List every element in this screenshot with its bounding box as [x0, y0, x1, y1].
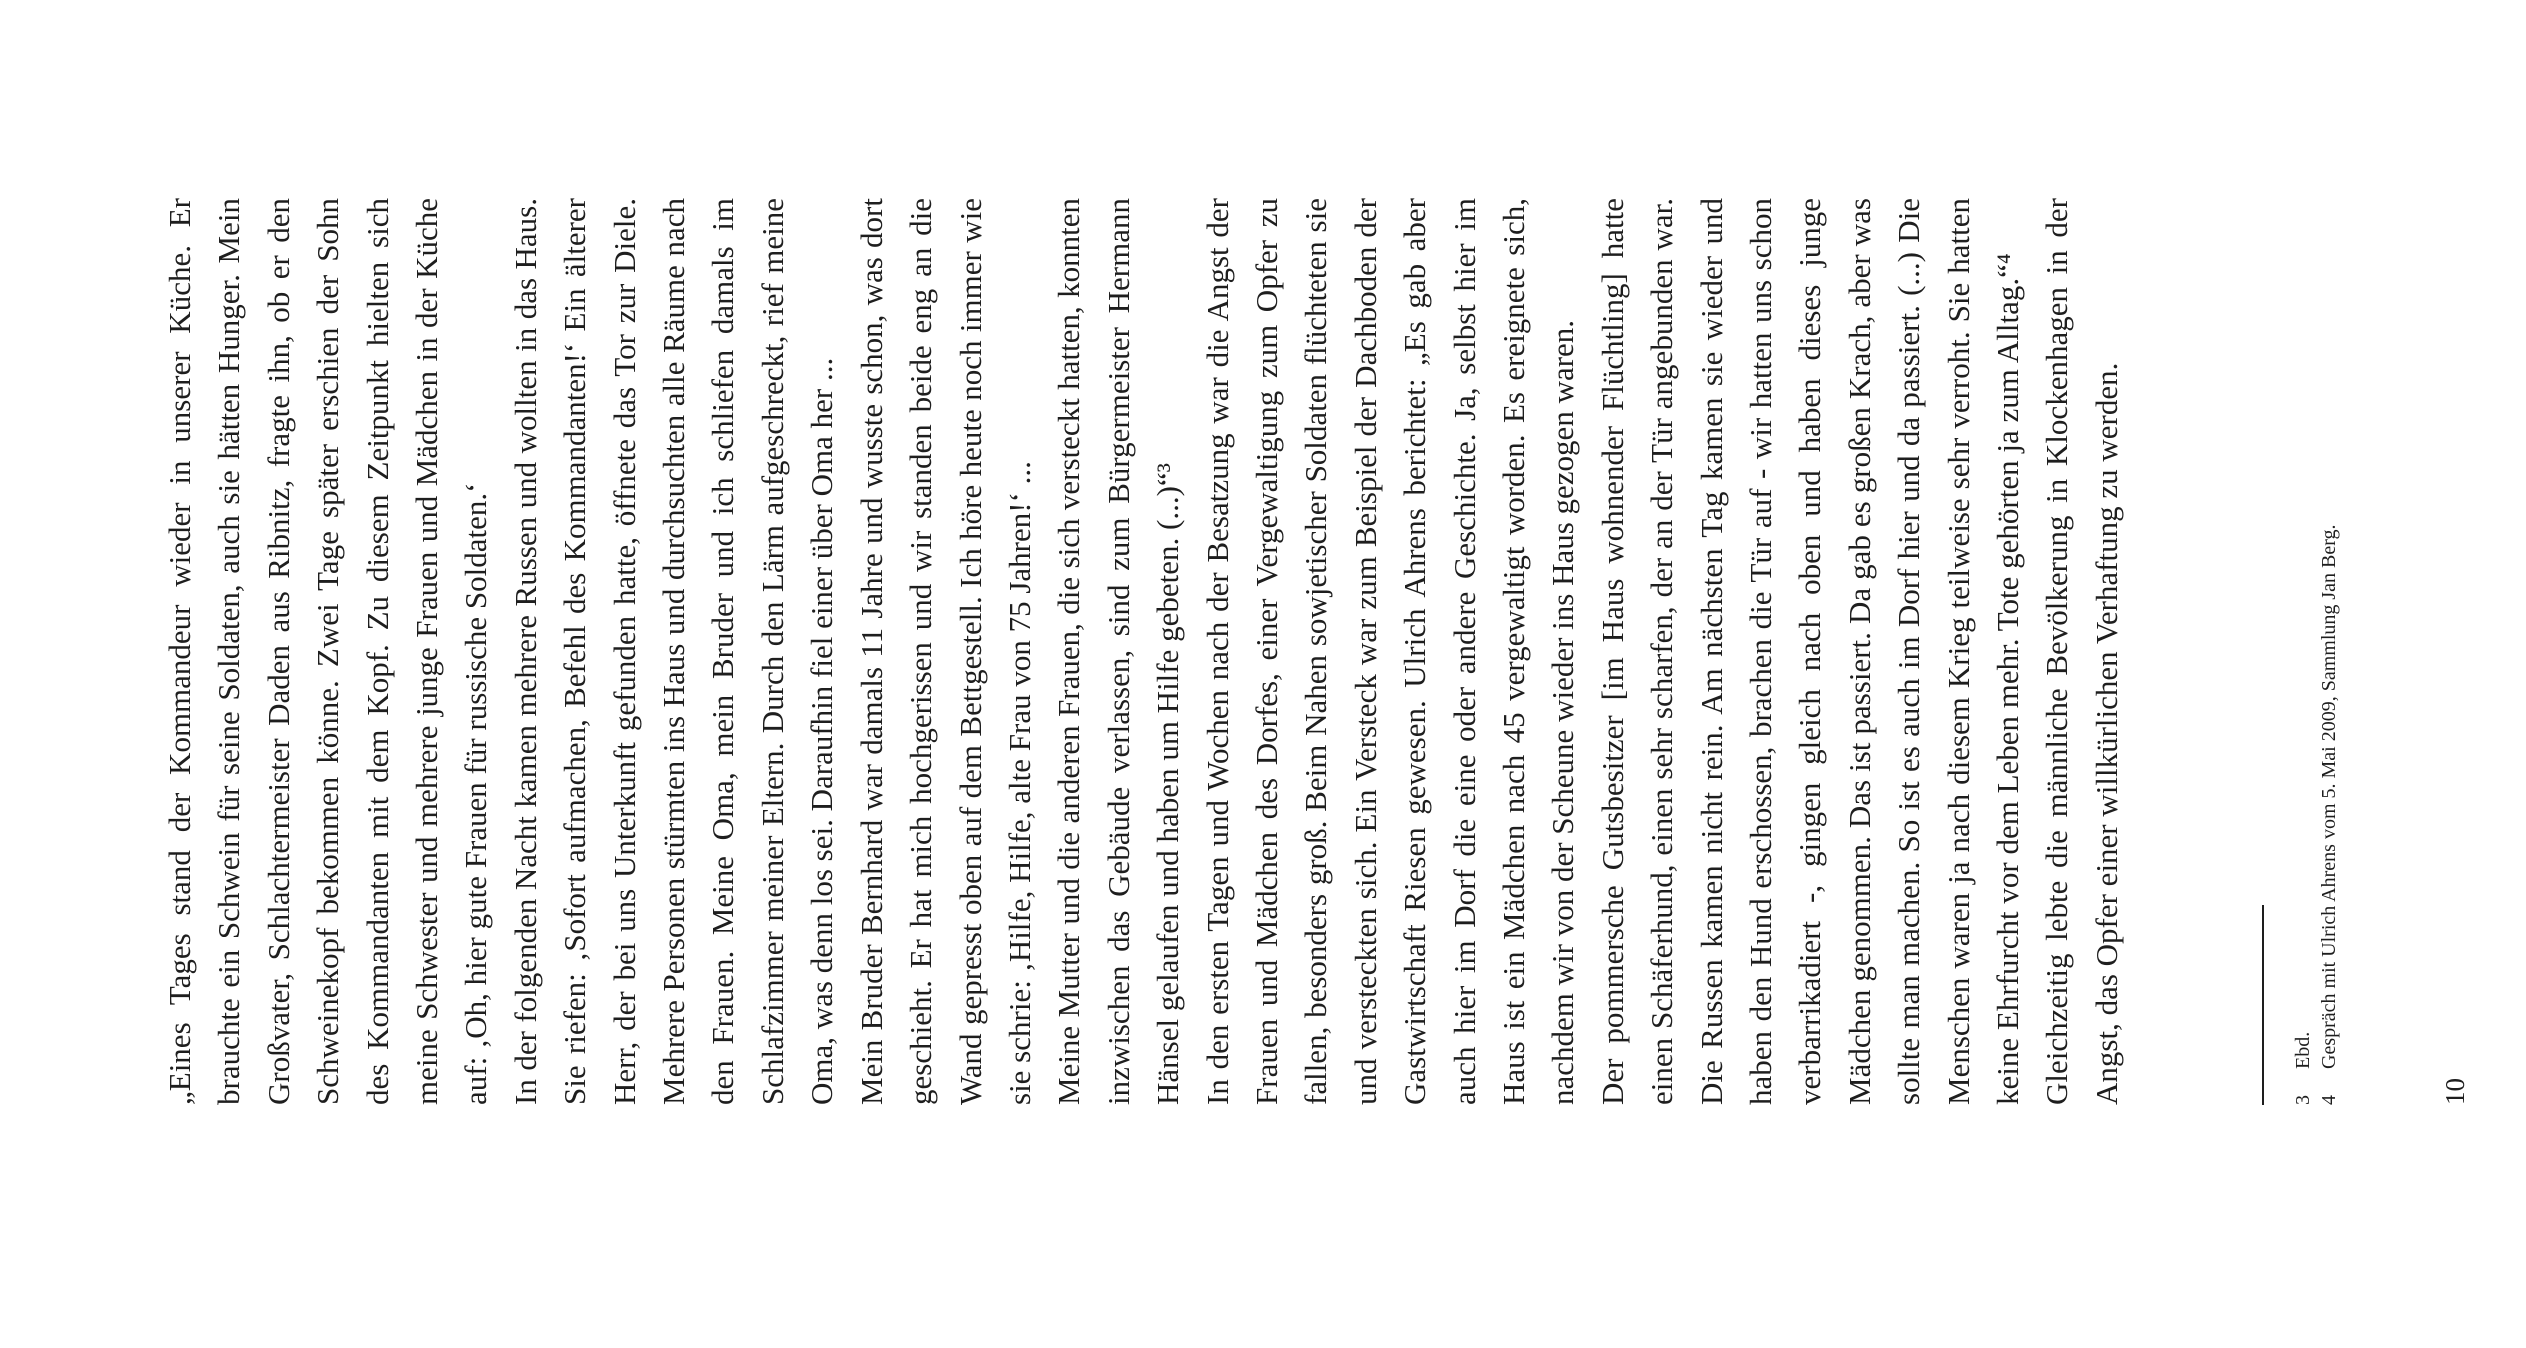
paragraph-1: „Eines Tages stand der Kommandeur wieder in unserer Küche. Er brauchte ein Schwein für seine Soldaten, auch sie hätten Hunger. Mein Großvater, Schlachtermeister Daden aus Ribnitz, fragte ihn, ob er den Schweinekopf bekommen könne. Zwei Tage später erschien der Sohn des Kommandanten mit dem Kopf. Zu diesem Zeitpunkt hielten sich meine Schwester und mehrere junge Frauen und Mädchen in der Küche auf: ‚Oh, hier gute Frauen für russische Soldaten.‘ — [162, 198, 494, 1105]
footnote-number: 3 — [2292, 1095, 2314, 1105]
footnote-text: Gespräch mit Ulrich Ahrens vom 5. Mai 2009, Sammlung Jan Berg. — [2318, 524, 2340, 1069]
paragraph-5: In den ersten Tagen und Wochen nach der Besatzung war die Angst der Frauen und Mädchen des Dorfes, einer Vergewaltigung zum Opfer zu fallen, besonders groß. Beim Nahen sowjetischer Soldaten flüchteten sie und versteckten sich. Ein Versteck war zum Beispiel der Dachboden der Gastwirtschaft Riesen gewesen. Ulrich Ahrens berichtet: „Es gab aber auch hier im Dorf die eine oder andere Geschichte. Ja, selbst hier im Haus ist ein Mädchen nach 45 vergewaltigt worden. Es ereignete sich, nachdem wir von der Scheune wieder ins Haus gezogen waren. — [1199, 198, 1581, 1105]
footnote-3 — [2290, 198, 2316, 1105]
footnote-number: 4 — [2318, 1095, 2340, 1105]
paragraph-6: Der pommersche Gutsbesitzer [im Haus wohnender Flüchtling] hatte einen Schäferhund, einen sehr scharfen, der an der Tür angebunden war. Die Russen kamen nicht rein. Am nächsten Tag kamen sie wieder und haben den Hund erschossen, brachen die Tür auf - wir hatten uns schon verbarrikadiert -, gingen gleich nach oben und haben dieses junge Mädchen genommen. Das ist passiert. Da gab es großen Krach, aber was sollte man machen. So ist es auch im Dorf hier und da passiert. (...) Die Menschen waren ja nach diesem Krieg teilweise sehr verroht. Sie hatten keine Ehrfurcht vor dem Leben mehr. Tote gehörten ja zum Alltag.“⁴ — [1594, 198, 2026, 1105]
paragraph-2: In der folgenden Nacht kamen mehrere Russen und wollten in das Haus. Sie riefen: ‚Sofort aufmachen, Befehl des Kommandanten!‘ Ein älterer Herr, der bei uns Unterkunft gefunden hatte, öffnete das Tor zur Diele. Mehrere Personen stürmten ins Haus und durchsuchten alle Räume nach den Frauen. Meine Oma, mein Bruder und ich schliefen damals im Schlafzimmer meiner Eltern. Durch den Lärm aufgeschreckt, rief meine Oma, was denn los sei. Daraufhin fiel einer über Oma her ... — [507, 198, 840, 1105]
paragraph-4: Meine Mutter und die anderen Frauen, die sich versteckt hatten, konnten inzwischen das Gebäude verlassen, sind zum Bürgermeister Hermann Hänsel gelaufen und haben um Hilfe gebeten. (...)“³ — [1051, 198, 1186, 1105]
paragraph-3: Mein Bruder Bernhard war damals 11 Jahre und wusste schon, was dort geschieht. Er hat mich hochgerissen und wir standen beide eng an die Wand gepresst oben auf dem Bettgestell. Ich höre heute noch immer wie sie schrie: ‚Hilfe, Hilfe, alte Frau von 75 Jahren!‘ ... — [853, 198, 1037, 1105]
page-number: 10 — [2440, 1078, 2470, 1105]
paragraph-7: Gleichzeitig lebte die männliche Bevölkerung in Klockenhagen in der Angst, das Opfer einer willkürlichen Verhaftung zu werden. — [2039, 198, 2124, 1105]
footnote-4 — [2316, 198, 2342, 1105]
footnotes — [2290, 198, 2342, 1105]
body-text — [155, 198, 2131, 1105]
footnote-divider — [2262, 905, 2264, 1105]
footnote-text: Ebd. — [2292, 1031, 2314, 1069]
